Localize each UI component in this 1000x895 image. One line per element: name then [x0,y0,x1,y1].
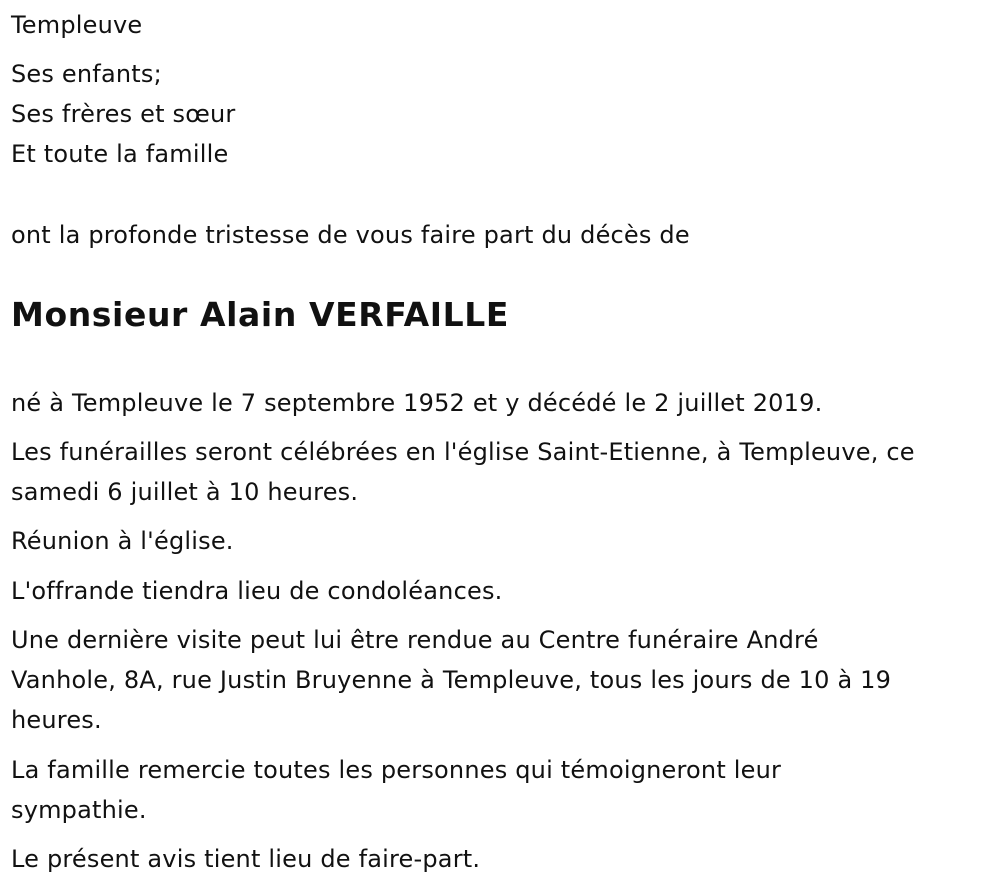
visit-text: heures. [11,706,102,734]
thanks-text: La famille remercie toutes les personnes qui témoigneront leur [11,756,782,784]
announcement: ont la profonde tristesse de vous faire part du décès de [11,221,690,249]
visit-text: Vanhole, 8A, rue Justin Bruyenne à Templeuve, tous les jours de 10 à 19 [11,666,892,694]
funeral-text: Les funérailles seront célébrées en l'église Saint-Etienne, à Templeuve, ce [11,438,915,466]
offering-text: L'offrande tiendra lieu de condoléances. [11,577,503,605]
thanks-text: sympathie. [11,796,147,824]
funeral-text: samedi 6 juillet à 10 heures. [11,478,359,506]
closing-text: Le présent avis tient lieu de faire-part. [11,845,481,873]
meeting-text: Réunion à l'église. [11,527,234,555]
family-line: Et toute la famille [11,140,229,168]
location: Templeuve [11,11,143,39]
deceased-name: Monsieur Alain VERFAILLE [11,295,510,334]
birth-death-text: né à Templeuve le 7 septembre 1952 et y décédé le 2 juillet 2019. [11,389,823,417]
family-line: Ses frères et sœur [11,100,236,128]
visit-text: Une dernière visite peut lui être rendue au Centre funéraire André [11,626,819,654]
family-line: Ses enfants; [11,60,162,88]
